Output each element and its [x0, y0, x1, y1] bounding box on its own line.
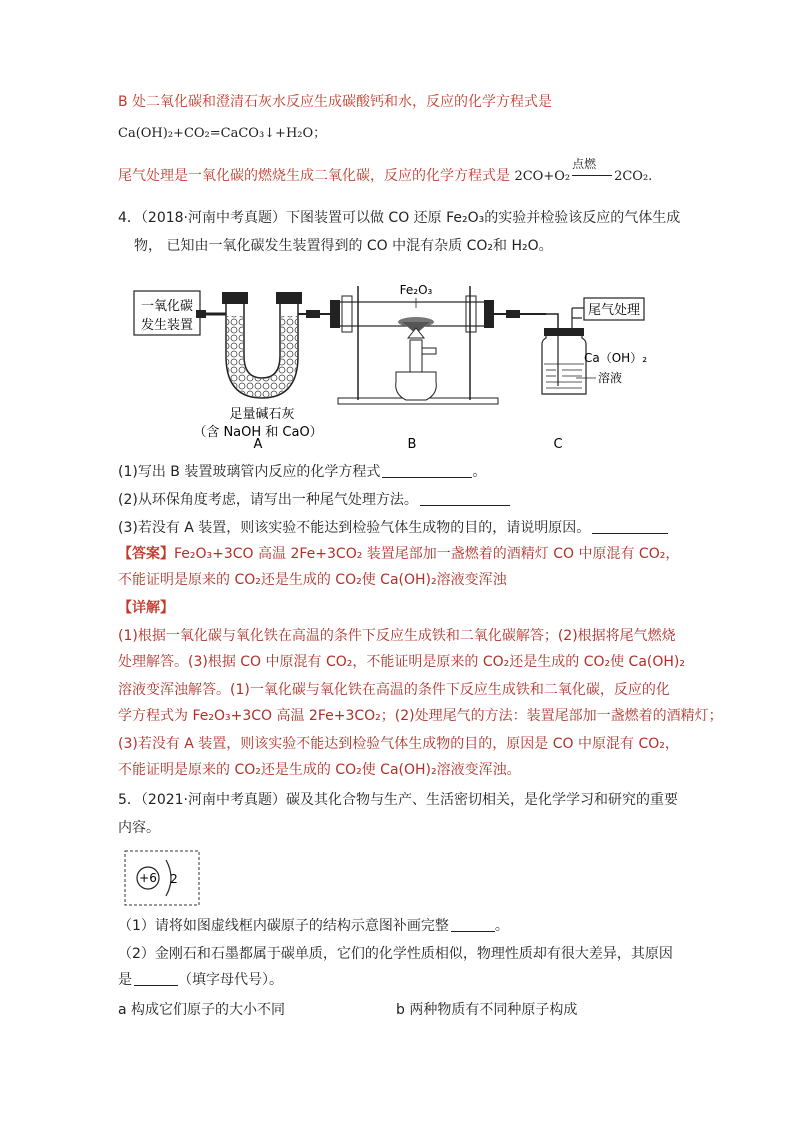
q4-answer-2: 不能证明是原来的 CO₂还是生成的 CO₂使 Ca(OH)₂溶液变浑浊 — [118, 572, 507, 588]
q5-sub2-b — [118, 970, 283, 990]
detail-line-5: (3)若没有 A 装置，则该实验不能达到检验气体生成物的目的，原因是 CO 中原混有 CO₂， — [118, 736, 679, 752]
detail-tag: 【详解】 — [118, 600, 174, 616]
equation-caoh2: Ca(OH)₂+CO₂=CaCO₃↓+H₂O； — [118, 126, 327, 141]
q4-sub1-end: 。 — [472, 464, 487, 480]
tail-eq-left: 2CO+O₂ — [514, 169, 571, 184]
condition-arrow — [570, 157, 614, 186]
dashed-frame — [125, 851, 199, 905]
detail-line-1: (1)根据一氧化碳与氧化铁在高温的条件下反应生成铁和二氧化碳解答；(2)根据将尾气燃烧 — [118, 628, 676, 644]
answer-line-b: B 处二氧化碳和澄清石灰水反应生成碳酸钙和水，反应的化学方程式是 — [118, 94, 553, 110]
caoh2-label-2: 溶液 — [598, 371, 623, 385]
detail-line-6: 不能证明是原来的 CO₂还是生成的 CO₂使 Ca(OH)₂溶液变浑浊。 — [118, 762, 521, 778]
nucleus-charge: +6 — [139, 871, 157, 885]
condition-ignite: 点燃 — [572, 157, 597, 171]
q4-sub1-text: (1)写出 B 装置玻璃管内反应的化学方程式 — [118, 464, 381, 480]
fe2o3-label: Fe₂O₃ — [399, 283, 433, 297]
answer-text-1: Fe₂O₃+3CO 高温 2Fe+3CO₂ 装置尾部加一盏燃着的酒精灯 CO 中原混有 CO₂， — [174, 546, 680, 562]
q5-sub1-end: 。 — [494, 918, 509, 934]
tail-eq-right: 2CO₂. — [614, 169, 653, 184]
answer-blank-4[interactable] — [451, 917, 495, 932]
q4-stem-1: 4．（2018·河南中考真题）下图装置可以做 CO 还原 Fe₂O₃的实验并检验该反应的气体生成 — [118, 210, 681, 226]
q4-sub1 — [118, 462, 486, 482]
q5-sub2-b-text: 是 — [118, 972, 132, 988]
q4-sub2-text: (2)从环保角度考虑，请写出一种尾气处理方法。 — [118, 492, 418, 508]
shell-electrons: 2 — [170, 872, 178, 886]
tail-gas-box-label: 尾气处理 — [587, 303, 641, 318]
detail-line-3: 溶液变浑浊解答。(1)一氧化碳与氧化铁在高温的条件下反应生成铁和二氧化碳，反应的化 — [118, 682, 670, 698]
lime-label-1: 足量碱石灰 — [229, 407, 295, 422]
q5-sub2-b-end: （填字母代号）。 — [178, 972, 283, 988]
q4-answer-1 — [118, 544, 679, 564]
answer-blank-2[interactable] — [420, 491, 510, 506]
answer-tag: 【答案】 — [118, 546, 174, 562]
q4-sub3-text: (3)若没有 A 装置，则该实验不能达到检验气体生成物的目的，请说明原因。 — [118, 520, 591, 536]
answer-blank-5[interactable] — [134, 971, 178, 986]
tail-gas-text: 尾气处理是一氧化碳的燃烧生成二氧化碳，反应的化学方程式是 — [118, 168, 515, 184]
detail-line-2: 处理解答。(3)根据 CO 中原混有 CO₂，不能证明是原来的 CO₂还是生成的 CO₂使 Ca(OH)₂ — [118, 654, 685, 670]
apparatus-diagram — [126, 278, 656, 454]
stopper-left — [222, 292, 248, 304]
q4-sub2 — [118, 490, 510, 510]
q4-stem-2: 物， 已知由一氧化碳发生装置得到的 CO 中混有杂质 CO₂和 H₂O。 — [134, 238, 553, 254]
answer-blank-1[interactable] — [382, 463, 472, 478]
caoh2-label-1: Ca（OH）₂ — [584, 351, 648, 365]
option-a[interactable]: a 构成它们原子的大小不同 — [118, 1002, 286, 1018]
q5-sub2-a: （2）金刚石和石墨都属于碳单质，它们的化学性质相似，物理性质却有很大差异，其原因 — [118, 946, 673, 962]
q4-sub3 — [118, 518, 668, 538]
q5-stem-2: 内容。 — [118, 820, 160, 836]
stopper-right — [276, 292, 302, 304]
label-c: C — [553, 437, 563, 452]
label-b: B — [407, 437, 417, 452]
lime-label-2: （含 NaOH 和 CaO） — [193, 425, 323, 440]
option-b[interactable]: b 两种物质有不同种原子构成 — [396, 1002, 578, 1018]
q5-sub1 — [118, 916, 509, 936]
detail-line-4: 学方程式为 Fe₂O₃+3CO 高温 2Fe+3CO₂；(2)处理尾气的方法：装置尾部加一盏燃着的酒精灯； — [118, 708, 723, 724]
answer-blank-3[interactable] — [592, 519, 668, 534]
co-generator-label-2: 发生装置 — [140, 318, 194, 333]
label-a: A — [253, 437, 263, 452]
tail-gas-line — [118, 157, 653, 187]
q5-stem-1: 5．（2021·河南中考真题）碳及其化合物与生产、生活密切相关，是化学学习和研究的重要 — [118, 792, 678, 808]
carbon-atom-diagram — [124, 850, 200, 906]
co-generator-label-1: 一氧化碳 — [140, 299, 194, 314]
q5-sub1-text: （1）请将如图虚线框内碳原子的结构示意图补画完整 — [118, 918, 449, 934]
